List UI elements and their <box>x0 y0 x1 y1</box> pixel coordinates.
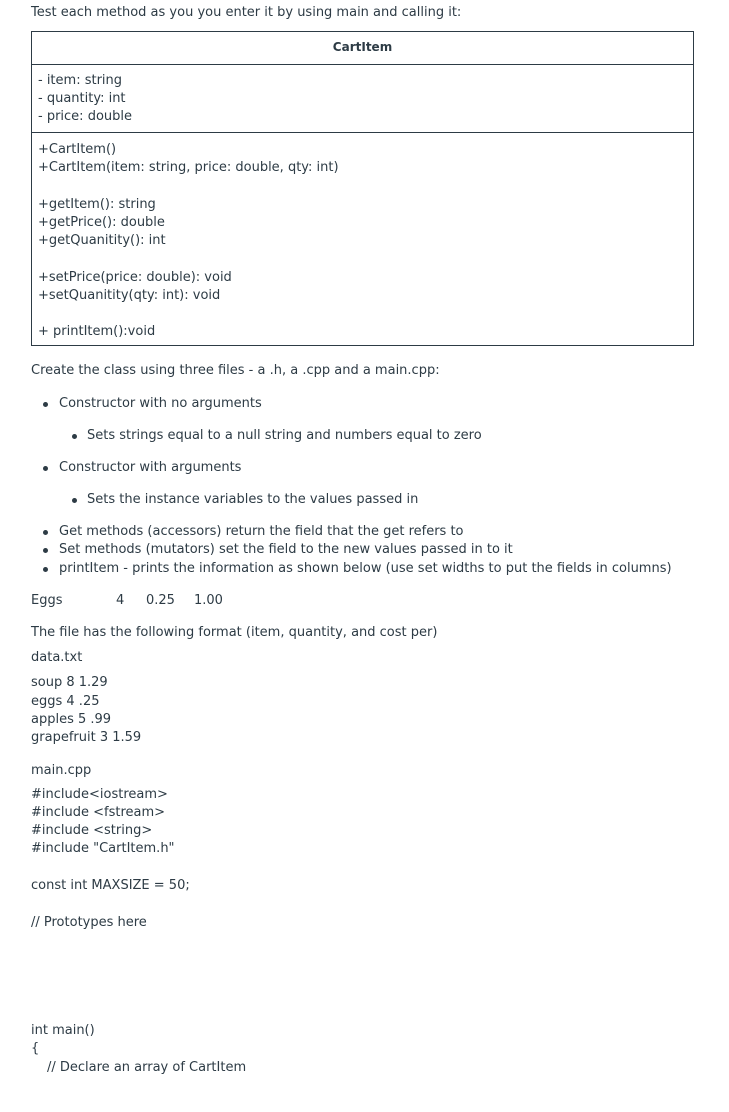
uml-class-name: CartItem <box>32 32 693 65</box>
uml-method: +setPrice(price: double): void <box>38 270 232 285</box>
uml-method: +CartItem() <box>38 142 117 157</box>
example-total: 1.00 <box>194 593 223 608</box>
instructions-lead: Create the class using three files - a .h, a .cpp and a main.cpp: <box>31 363 440 378</box>
uml-method: +getPrice(): double <box>38 215 165 230</box>
code-line: const int MAXSIZE = 50; <box>31 878 190 893</box>
bullet-marker <box>43 466 48 471</box>
code-line: { <box>31 1041 40 1056</box>
code-line: #include<iostream> <box>31 787 168 802</box>
data-file-name: data.txt <box>31 650 83 665</box>
data-line: grapefruit 3 1.59 <box>31 730 142 745</box>
example-price: 0.25 <box>146 593 175 608</box>
list-item: Sets strings equal to a null string and numbers equal to zero <box>87 428 482 443</box>
code-line: #include <fstream> <box>31 805 166 820</box>
example-item: Eggs <box>31 593 63 608</box>
intro-text: Test each method as you you enter it by using main and calling it: <box>31 5 462 20</box>
uml-attribute: - price: double <box>38 109 132 124</box>
file-format-text: The file has the following format (item, quantity, and cost per) <box>31 625 438 640</box>
list-item: Constructor with no arguments <box>59 396 262 411</box>
data-line: soup 8 1.29 <box>31 675 108 690</box>
uml-class-diagram <box>31 31 694 346</box>
uml-method: +setQuanitity(qty: int): void <box>38 288 221 303</box>
data-line: apples 5 .99 <box>31 712 112 727</box>
code-line: // Declare an array of CartItem <box>47 1060 247 1075</box>
uml-attributes-section <box>32 64 693 133</box>
example-qty: 4 <box>116 593 125 608</box>
uml-attribute: - item: string <box>38 73 123 88</box>
list-item: Constructor with arguments <box>59 460 242 475</box>
code-line: int main() <box>31 1023 95 1038</box>
main-file-name: main.cpp <box>31 763 92 778</box>
list-item: Get methods (accessors) return the field that the get refers to <box>59 524 464 539</box>
bullet-marker <box>43 530 48 535</box>
code-line: #include "CartItem.h" <box>31 841 175 856</box>
bullet-marker <box>43 402 48 407</box>
code-line: #include <string> <box>31 823 153 838</box>
uml-method: +getQuanitity(): int <box>38 233 166 248</box>
bullet-marker <box>72 498 77 503</box>
uml-method: + printItem():void <box>38 324 156 339</box>
uml-method: +getItem(): string <box>38 197 156 212</box>
list-item: Set methods (mutators) set the field to the new values passed in to it <box>59 542 513 557</box>
uml-attribute: - quantity: int <box>38 91 126 106</box>
code-line: // Prototypes here <box>31 915 147 930</box>
bullet-marker <box>43 567 48 572</box>
uml-method: +CartItem(item: string, price: double, qty: int) <box>38 160 339 175</box>
bullet-marker <box>43 548 48 553</box>
list-item: printItem - prints the information as shown below (use set widths to put the fields in columns) <box>59 561 672 576</box>
list-item: Sets the instance variables to the values passed in <box>87 492 419 507</box>
bullet-marker <box>72 434 77 439</box>
data-line: eggs 4 .25 <box>31 694 100 709</box>
